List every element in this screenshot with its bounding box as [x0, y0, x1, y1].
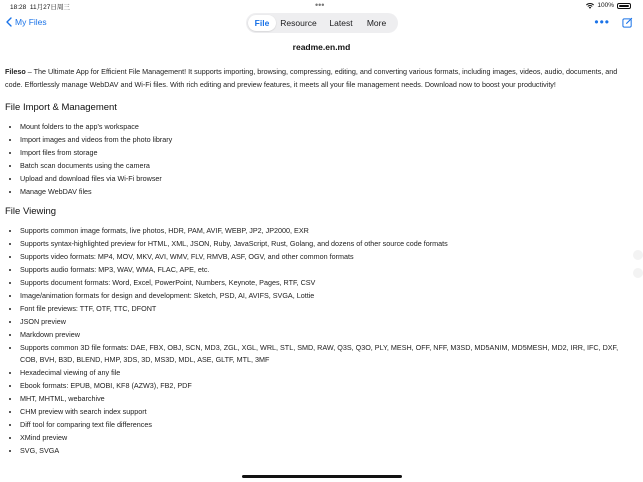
status-indicators — [586, 2, 631, 9]
list-item: • Manage WebDAV files — [20, 186, 630, 199]
home-indicator[interactable] — [242, 475, 402, 478]
battery-icon — [617, 3, 631, 9]
list-item: • Supports syntax-highlighted preview for HTML, XML, JSON, Ruby, JavaScript, Rust, Golang, and dozens of other source code formats — [20, 238, 630, 251]
ellipsis-icon[interactable]: ••• — [594, 15, 610, 29]
side-handle-dot — [633, 268, 643, 278]
list-item: • Hexadecimal viewing of any file — [20, 367, 630, 380]
list-item: • Font file previews: TTF, OTF, TTC, DFONT — [20, 303, 630, 316]
tab-latest[interactable]: Latest — [329, 18, 353, 28]
list-item: • Diff tool for comparing text file differences — [20, 419, 630, 432]
list-item: • Supports video formats: MP4, MOV, MKV, AVI, WMV, FLV, RMVB, ASF, OGV, and other common formats — [20, 251, 630, 264]
intro-text: – The Ultimate App for Efficient File Management! It supports importing, browsing, compressing, editing, and converting various formats, including images, videos, audio, documents, and code. Effortlessly manage WebDAV and Wi-Fi files. With rich editing and preview features, it meets all your file management needs. Download now to boost your productivity! — [5, 67, 618, 89]
status-date: 11月27日周三 — [29, 4, 70, 11]
back-button[interactable] — [6, 17, 47, 27]
tab-file[interactable]: File — [248, 15, 276, 31]
list-item: • SVG, SVGA — [20, 445, 630, 458]
list-item: • Import files from storage — [20, 147, 630, 160]
navigation-bar — [0, 12, 643, 36]
back-button-label: My Files — [15, 17, 47, 27]
list-item: • Batch scan documents using the camera — [20, 160, 630, 173]
list-item: • Mount folders to the app's workspace — [20, 121, 630, 134]
list-item: • Supports common image formats, live photos, HDR, PAM, AVIF, WEBP, JP2, JP2000, EXR — [20, 225, 630, 238]
tab-resource[interactable]: Resource — [280, 18, 317, 28]
viewing-feature-list — [5, 225, 630, 458]
nav-actions — [594, 16, 633, 28]
status-bar — [0, 0, 643, 12]
list-item: • CHM preview with search index support — [20, 406, 630, 419]
list-item: • Supports document formats: Word, Excel, PowerPoint, Numbers, Keynote, Pages, RTF, CSV — [20, 277, 630, 290]
list-item: • Image/animation formats for design and development: Sketch, PSD, AI, AVIFS, SVGA, Lottie — [20, 290, 630, 303]
status-time: 18:28 11月27日周三 — [10, 4, 70, 11]
side-handle-dot — [633, 250, 643, 260]
list-item: • Markdown preview — [20, 329, 630, 342]
compose-icon[interactable] — [622, 17, 633, 28]
import-feature-list — [5, 121, 630, 199]
list-item: • XMind preview — [20, 432, 630, 445]
document-title: readme.en.md — [292, 42, 351, 52]
list-item: • Ebook formats: EPUB, MOBI, KF8 (AZW3), FB2, PDF — [20, 380, 630, 393]
list-item: • Import images and videos from the photo library — [20, 134, 630, 147]
tab-more[interactable]: More — [366, 18, 387, 28]
battery-percent: 100% — [597, 2, 614, 9]
multitasking-dots-icon[interactable]: ••• — [315, 0, 325, 10]
section-heading-viewing: File Viewing — [5, 205, 57, 217]
tab-segmented-control — [246, 13, 398, 33]
list-item: • Supports common 3D file formats: DAE, FBX, OBJ, SCN, MD3, ZGL, XGL, WRL, STL, SMD, RAW, Q3S, Q3O, PLY, MESH, OFF, NFF, M3SD, MD5ANIM, MD5MESH, MD2, IRR, IFC, DXF, COB, BVH, B3D, BLEND, HMP, 3DS, 3D, MS3D, MDL, ASE, GLTF, MTL, 3MF — [20, 342, 630, 367]
wifi-icon — [586, 3, 594, 9]
app-name: Fileso — [5, 67, 26, 76]
list-item: • JSON preview — [20, 316, 630, 329]
list-item: • MHT, MHTML, webarchive — [20, 393, 630, 406]
list-item: • Supports audio formats: MP3, WAV, WMA, FLAC, APE, etc. — [20, 264, 630, 277]
list-item: • Upload and download files via Wi-Fi browser — [20, 173, 630, 186]
side-handle[interactable] — [633, 250, 643, 286]
chevron-left-icon — [6, 17, 12, 27]
markdown-content — [5, 66, 630, 462]
intro-paragraph — [5, 66, 630, 91]
section-heading-import: File Import & Management — [5, 102, 117, 113]
